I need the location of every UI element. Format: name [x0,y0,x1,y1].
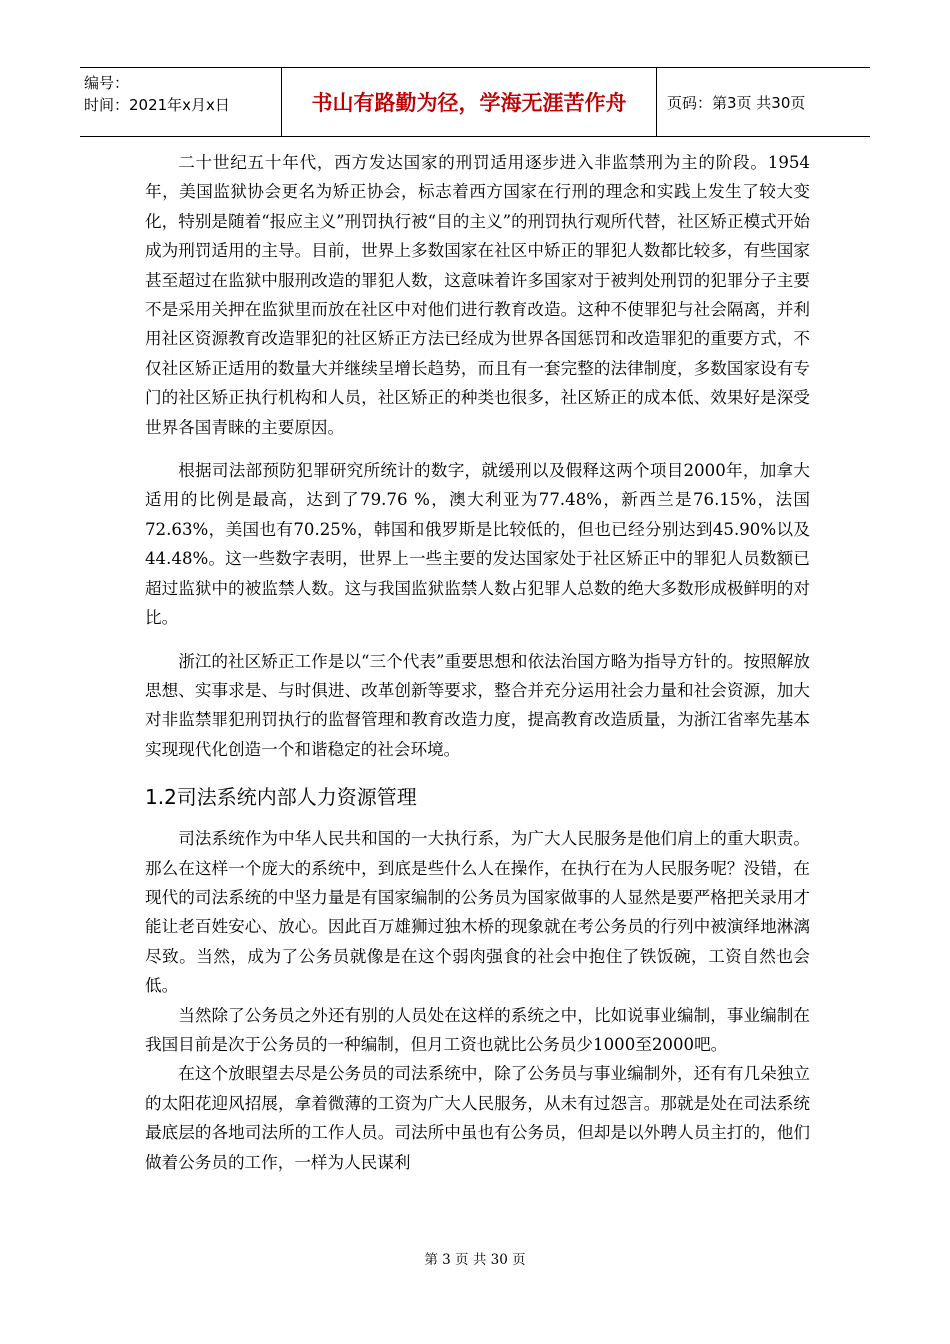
page-footer: 第 3 页 共 30 页 [424,1252,526,1268]
header-table [80,67,870,137]
header-motto: 书山有路勤为径，学海无涯苦作舟 [282,68,657,136]
section-paragraph-2: 当然除了公务员之外还有别的人员处在这样的系统之中，比如说事业编制，事业编制在我国目前是次于公务员的一种编制，但月工资也就比公务员少1000至2000吧。 [145,1005,810,1054]
time-label: 时间：2021年x月x日 [84,96,230,114]
header-meta-cell [80,68,282,136]
section-heading: 1.2司法系统内部人力资源管理 [145,785,417,810]
paragraph-1: 二十世纪五十年代，西方发达国家的刑罚适用逐步进入非监禁刑为主的阶段。1954年，美国监狱协会更名为矫正协会，标志着西方国家在行刑的理念和实践上发生了较大变化，特别是随着“报应主义”刑罚执行被“目的主义”的刑罚执行观所代替，社区矫正模式开始成为刑罚适用的主导。目前，世界上多数国家在社区中矫正的罪犯人数都比较多，有些国家甚至超过在监狱中服刑改造的罪犯人数，这意味着许多国家对于被判处刑罚的犯罪分子主要不是采用关押在监狱里而放在社区中对他们进行教育改造。这种不使罪犯与社会隔离，并利用社区资源教育改造罪犯的社区矫正方法已经成为世界各国惩罚和改造罪犯的重要方式，不仅社区矫正适用的数量大并继续呈增长趋势，而且有一套完整的法律制度，多数国家设有专门的社区矫正执行机构和人员，社区矫正的种类也很多，社区矫正的成本低、效果好是深受世界各国青睐的主要原因。 [145,153,810,437]
document-body [145,148,810,1177]
number-label: 编号： [84,74,130,92]
header-page-info: 页码：第3页 共30页 [667,93,806,112]
section-paragraph-3: 在这个放眼望去尽是公务员的司法系统中，除了公务员与事业编制外，还有有几朵独立的太阳花迎风招展，拿着微薄的工资为广大人民服务，从未有过怨言。那就是处在司法系统最底层的各地司法所的工作人员。司法所中虽也有公务员，但却是以外聘人员主打的，他们做着公务员的工作，一样为人民谋利 [145,1064,810,1172]
section-paragraph-1: 司法系统作为中华人民共和国的一大执行系，为广大人民服务是他们肩上的重大职责。那么在这样一个庞大的系统中，到底是些什么人在操作，在执行在为人民服务呢？没错，在现代的司法系统的中坚力量是有国家编制的公务员为国家做事的人显然是要严格把关录用才能让老百姓安心、放心。因此百万雄狮过独木桥的现象就在考公务员的行列中被演绎地淋漓尽致。当然，成为了公务员就像是在这个弱肉强食的社会中抱住了铁饭碗，工资自然也会低。 [145,829,810,996]
paragraph-3: 浙江的社区矫正工作是以“三个代表”重要思想和依法治国方略为指导方针的。按照解放思想、实事求是、与时俱进、改革创新等要求，整合并充分运用社会力量和社会资源，加大对非监禁罪犯刑罚执行的监督管理和教育改造力度，提高教育改造质量，为浙江省率先基本实现现代化创造一个和谐稳定的社会环境。 [145,651,810,759]
paragraph-2: 根据司法部预防犯罪研究所统计的数字，就缓刑以及假释这两个项目2000年，加拿大适用的比例是最高，达到了79.76 %，澳大利亚为77.48%，新西兰是76.15%，法国72.63%，美国也有70.25%，韩国和俄罗斯是比较低的，但也已经分别达到45.90%以及44.48%。这一些数字表明，世界上一些主要的发达国家处于社区矫正中的罪犯人员数额已超过监狱中的被监禁人数。这与我国监狱监禁人数占犯罪人总数的绝大多数形成极鲜明的对比。 [145,461,810,628]
